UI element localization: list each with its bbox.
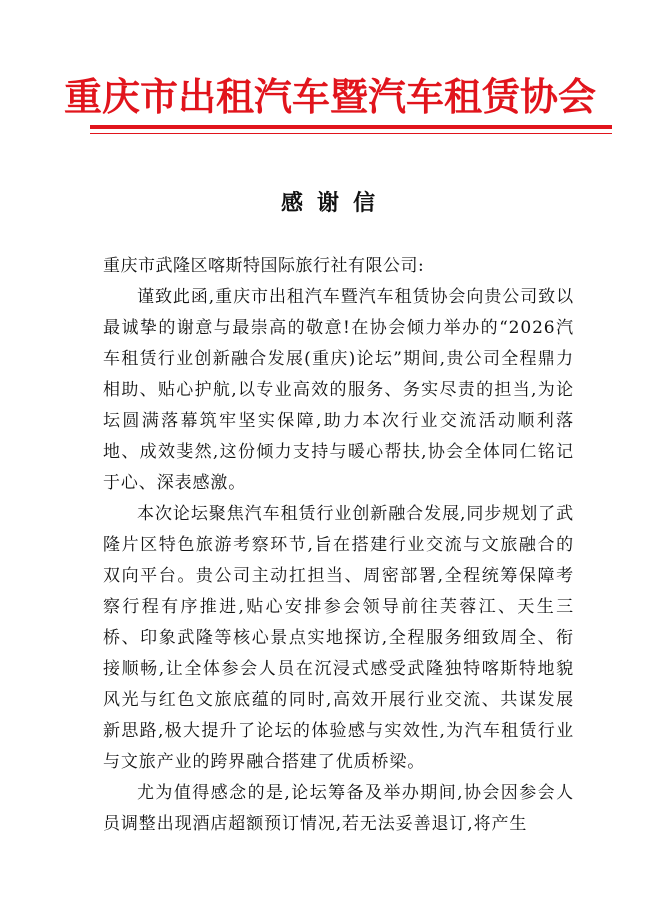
letter-body xyxy=(103,251,574,840)
letterhead-organization-name: 重庆市出租汽车暨汽车租赁协会 xyxy=(63,75,596,119)
body-paragraph-1: 谨致此函,重庆市出租汽车暨汽车租赁协会向贵公司致以最诚挚的谢意与最崇高的敬意!在协会倾力举办的“2026汽车租赁行业创新融合发展(重庆)论坛”期间,贵公司全程鼎力相助、贴心护航,以专业高效的服务、务实尽责的担当,为论坛圆满落幕筑牢坚实保障,助力本次行业交流活动顺利落地、成效斐然,这份倾力支持与暖心帮扶,协会全体同仁铭记于心、深表感激。 xyxy=(103,287,574,493)
salutation: 重庆市武隆区喀斯特国际旅行社有限公司: xyxy=(103,256,425,276)
body-paragraph-2: 本次论坛聚焦汽车租赁行业创新融合发展,同步规划了武隆片区特色旅游考察环节,旨在搭建行业交流与文旅融合的双向平台。贵公司主动扛担当、周密部署,全程统筹保障考察行程有序推进,贴心安排参会领导前往芙蓉江、天生三桥、印象武隆等核心景点实地探访,全程服务细致周全、衔接顺畅,让全体参会人员在沉浸式感受武隆独特喀斯特地貌风光与红色文旅底蕴的同时,高效开展行业交流、共谋发展新思路,极大提升了论坛的体验感与实效性,为汽车租赁行业与文旅产业的跨界融合搭建了优质桥梁。 xyxy=(103,504,574,772)
document-title: 感谢信 xyxy=(280,191,389,216)
letterhead-red-rule-thin xyxy=(90,133,612,134)
body-paragraph-3: 尤为值得感念的是,论坛筹备及举办期间,协会因参会人员调整出现酒店超额预订情况,若无法妥善退订,将产生 xyxy=(103,783,574,834)
letterhead-red-rule-thick xyxy=(90,125,612,129)
